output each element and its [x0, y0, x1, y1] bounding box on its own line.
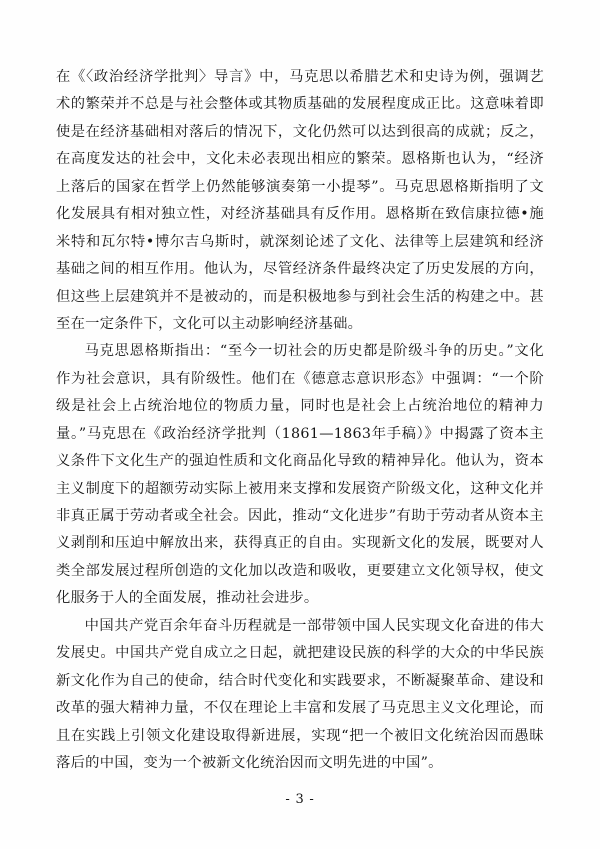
- page-number: - 3 -: [285, 792, 315, 807]
- paragraph-1: 在《〈政治经济学批判〉导言》中，马克思以希腊艺术和史诗为例，强调艺术的繁荣并不总是与社会整体或其物质基础的发展程度成正比。这意味着即使是在经济基础相对落后的情况下，文化仍然可以达到很高的成就；反之，在高度发达的社会中，文化未必表现出相应的繁荣。恩格斯也认为，“经济上落后的国家在哲学上仍然能够演奏第一小提琴”。马克思恩格斯指明了文化发展具有相对独立性，对经济基础具有反作用。恩格斯在致信康拉德•施米特和瓦尔特•博尔吉乌斯时，就深刻论述了文化、法律等上层建筑和经济基础之间的相互作用。他认为，尽管经济条件最终决定了历史发展的方向，但这些上层建筑并不是被动的，而是积极地参与到社会生活的构建之中。甚至在一定条件下，文化可以主动影响经济基础。: [56, 69, 544, 332]
- document-body: [56, 64, 544, 777]
- paragraph-3: 中国共产党百余年奋斗历程就是一部带领中国人民实现文化奋进的伟大发展史。中国共产党自成立之日起，就把建设民族的科学的大众的中华民族新文化作为自己的使命，结合时代变化和实践要求，不断凝聚革命、建设和改革的强大精神力量，不仅在理论上丰富和发展了马克思主义文化理论，而且在实践上引领文化建设取得新进展，实现“把一个被旧文化统治因而愚昧落后的中国，变为一个被新文化统治因而文明先进的中国”。: [56, 617, 544, 771]
- paragraph-2: 马克思恩格斯指出：“至今一切社会的历史都是阶级斗争的历史。”文化作为社会意识，具有阶级性。他们在《德意志意识形态》中强调：“一个阶级是社会上占统治地位的物质力量，同时也是社会上占统治地位的精神力量。”马克思在《政治经济学批判（1861—1863年手稿）》中揭露了资本主义条件下文化生产的强迫性质和文化商品化导致的精神异化。他认为，资本主义制度下的超额劳动实际上被用来支撑和发展资产阶级文化，这种文化并非真正属于劳动者或全社会。因此，推动“文化进步”有助于劳动者从资本主义剥削和压迫中解放出来，获得真正的自由。实现新文化的发展，既要对人类全部发展过程所创造的文化加以改造和吸收，更要建立文化领导权，使文化服务于人的全面发展，推动社会进步。: [56, 343, 544, 607]
